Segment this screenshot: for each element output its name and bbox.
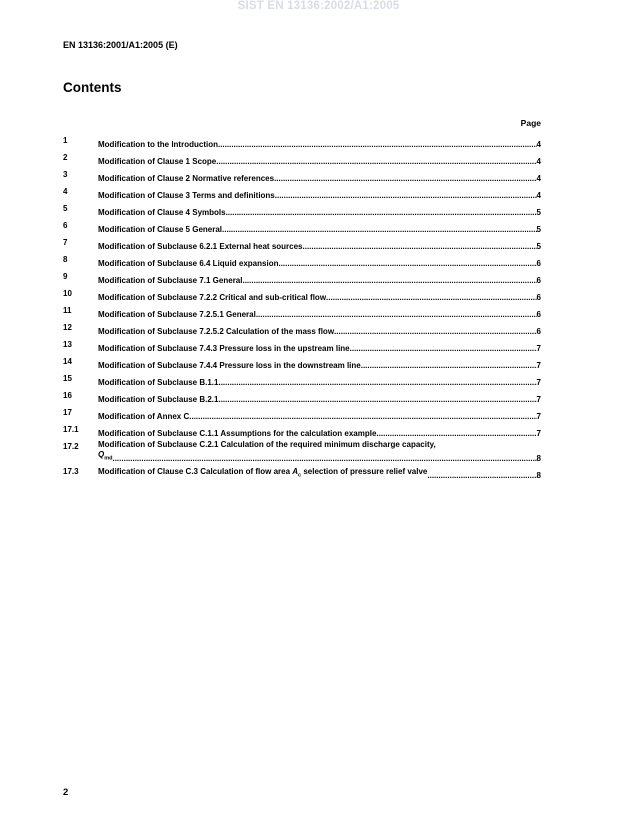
toc-entry-page: 4 — [536, 140, 541, 149]
toc-entry-number: 3 — [63, 170, 68, 179]
toc-entry-number: 11 — [63, 306, 72, 315]
toc-entry-page: 4 — [536, 157, 541, 166]
leader-dots — [275, 191, 537, 201]
toc-entry[interactable] — [63, 235, 541, 252]
toc-entry-page: 7 — [536, 412, 541, 421]
toc-entry-title: Modification of Subclause C.2.1 Calculation of the required minimum discharge capacity, — [98, 440, 436, 450]
toc-entry-page: 5 — [536, 208, 541, 217]
leader-dots — [242, 276, 536, 286]
toc-entry[interactable] — [63, 150, 541, 167]
toc-entry-number: 4 — [63, 187, 68, 196]
leader-dots — [218, 395, 536, 405]
toc-entry-title: Modification of Clause 3 Terms and definitions — [98, 191, 275, 200]
toc-entry-number: 2 — [63, 153, 68, 162]
toc-entry[interactable] — [63, 320, 541, 337]
leader-dots — [278, 259, 536, 269]
toc-entry-title: Modification of Subclause 7.1 General — [98, 276, 243, 285]
toc-entry-number: 15 — [63, 374, 72, 383]
symbol-subscript-md: md — [104, 456, 113, 462]
toc-entry-page: 7 — [536, 429, 541, 438]
toc-entry-page: 7 — [536, 361, 541, 370]
leader-dots — [216, 157, 536, 167]
toc-entry-title: Modification of Clause 4 Symbols — [98, 208, 226, 217]
toc-entry-title: Modification to the Introduction — [98, 140, 218, 149]
leader-dots — [326, 293, 537, 303]
toc-entry[interactable] — [63, 201, 541, 218]
toc-entry[interactable] — [63, 405, 541, 422]
leader-dots — [256, 310, 537, 320]
toc-entry-number: 12 — [63, 323, 72, 332]
leader-dots — [350, 344, 537, 354]
toc-entry-title: Modification of Clause 1 Scope — [98, 157, 217, 166]
toc-entry-page: 7 — [536, 378, 541, 387]
toc-entry-page: 8 — [536, 471, 541, 480]
toc-entry-page: 6 — [536, 327, 541, 336]
document-reference: EN 13136:2001/A1:2005 (E) — [63, 40, 178, 50]
toc-entry-number: 17.2 — [63, 442, 79, 451]
toc-entry-number: 10 — [63, 289, 72, 298]
toc-entry-page: 5 — [536, 225, 541, 234]
toc-entry-page: 4 — [536, 191, 541, 200]
leader-dots — [361, 361, 537, 371]
toc-entry-title: Modification of Subclause 7.2.5.2 Calculation of the mass flow — [98, 327, 335, 336]
leader-dots — [427, 471, 536, 481]
toc-entry-number: 13 — [63, 340, 72, 349]
leader-dots — [112, 454, 536, 464]
toc-entry-page: 7 — [536, 344, 541, 353]
toc-entry-17-3[interactable] — [63, 464, 541, 481]
toc-entry-number: 8 — [63, 255, 68, 264]
toc-entry-title: Modification of Subclause B.1.1 — [98, 378, 219, 387]
toc-entry[interactable] — [63, 371, 541, 388]
toc-entry-title: Modification of Clause C.3 Calculation of flow area $A_c$ selection of pressure relief valve — [98, 467, 428, 479]
toc-entry[interactable] — [63, 218, 541, 235]
toc-entry[interactable] — [63, 337, 541, 354]
toc-entry-title: Modification of Annex C — [98, 412, 190, 421]
toc-entry-number: 16 — [63, 391, 72, 400]
toc-entry-number: 7 — [63, 238, 68, 247]
toc-entry-page: 8 — [536, 454, 541, 463]
leader-dots — [226, 208, 537, 218]
table-of-contents — [63, 133, 541, 481]
toc-entry[interactable] — [63, 303, 541, 320]
page-column-label: Page — [520, 118, 541, 128]
toc-entry-number: 17.1 — [63, 425, 79, 434]
toc-entry[interactable] — [63, 354, 541, 371]
toc-entry-page: 6 — [536, 310, 541, 319]
toc-entry-title: Modification of Subclause 7.4.4 Pressure loss in the downstream line — [98, 361, 361, 370]
toc-entry-number: 17 — [63, 408, 72, 417]
toc-entry-number: 9 — [63, 272, 68, 281]
toc-entry-page: 5 — [536, 242, 541, 251]
toc-entry-title: Modification of Subclause 7.2.2 Critical and sub-critical flow — [98, 293, 327, 302]
toc-entry-number: 1 — [63, 136, 68, 145]
toc-entry-page: 6 — [536, 293, 541, 302]
toc-entry-page: 4 — [536, 174, 541, 183]
leader-dots — [218, 140, 537, 150]
watermark: SIST EN 13136:2002/A1:2005 — [237, 0, 400, 12]
leader-dots — [303, 242, 537, 252]
toc-entry-title: Modification of Subclause 6.4 Liquid expansion — [98, 259, 279, 268]
toc-entry-number: 5 — [63, 204, 68, 213]
toc-entry-title: Modification of Subclause 6.2.1 External heat sources — [98, 242, 303, 251]
symbol-q: Q — [98, 450, 105, 460]
toc-entry-number: 14 — [63, 357, 72, 366]
leader-dots — [218, 378, 536, 388]
leader-dots — [334, 327, 537, 337]
leader-dots — [189, 412, 536, 422]
toc-entry-title: Modification of Clause 2 Normative references — [98, 174, 275, 183]
toc-entry[interactable] — [63, 252, 541, 269]
symbol-subscript-c: c — [298, 473, 302, 479]
toc-entry-title: Modification of Clause 5 General — [98, 225, 223, 234]
toc-entry-number: 17.3 — [63, 467, 79, 476]
leader-dots — [274, 174, 536, 184]
toc-entry-title: Modification of Subclause B.2.1 — [98, 395, 219, 404]
toc-entry-page: 6 — [536, 276, 541, 285]
toc-entry[interactable] — [63, 388, 541, 405]
toc-entry-number: 6 — [63, 221, 68, 230]
toc-entry[interactable] — [63, 269, 541, 286]
toc-entry[interactable] — [63, 133, 541, 150]
leader-dots — [222, 225, 537, 235]
toc-entry-17-2[interactable] — [63, 439, 541, 464]
toc-entry[interactable] — [63, 184, 541, 201]
page-number: 2 — [63, 787, 69, 798]
toc-entry[interactable] — [63, 167, 541, 184]
symbol-a: A — [292, 467, 299, 477]
toc-entry-title: Modification of Subclause 7.4.3 Pressure loss in the upstream line — [98, 344, 350, 353]
toc-entry-page: 6 — [536, 259, 541, 268]
toc-entry[interactable] — [63, 286, 541, 303]
toc-entry-title: Modification of Subclause C.1.1 Assumptions for the calculation example — [98, 429, 377, 438]
page-title: Contents — [63, 80, 122, 95]
toc-entry-title: Modification of Subclause 7.2.5.1 General — [98, 310, 256, 319]
toc-entry-page: 7 — [536, 395, 541, 404]
